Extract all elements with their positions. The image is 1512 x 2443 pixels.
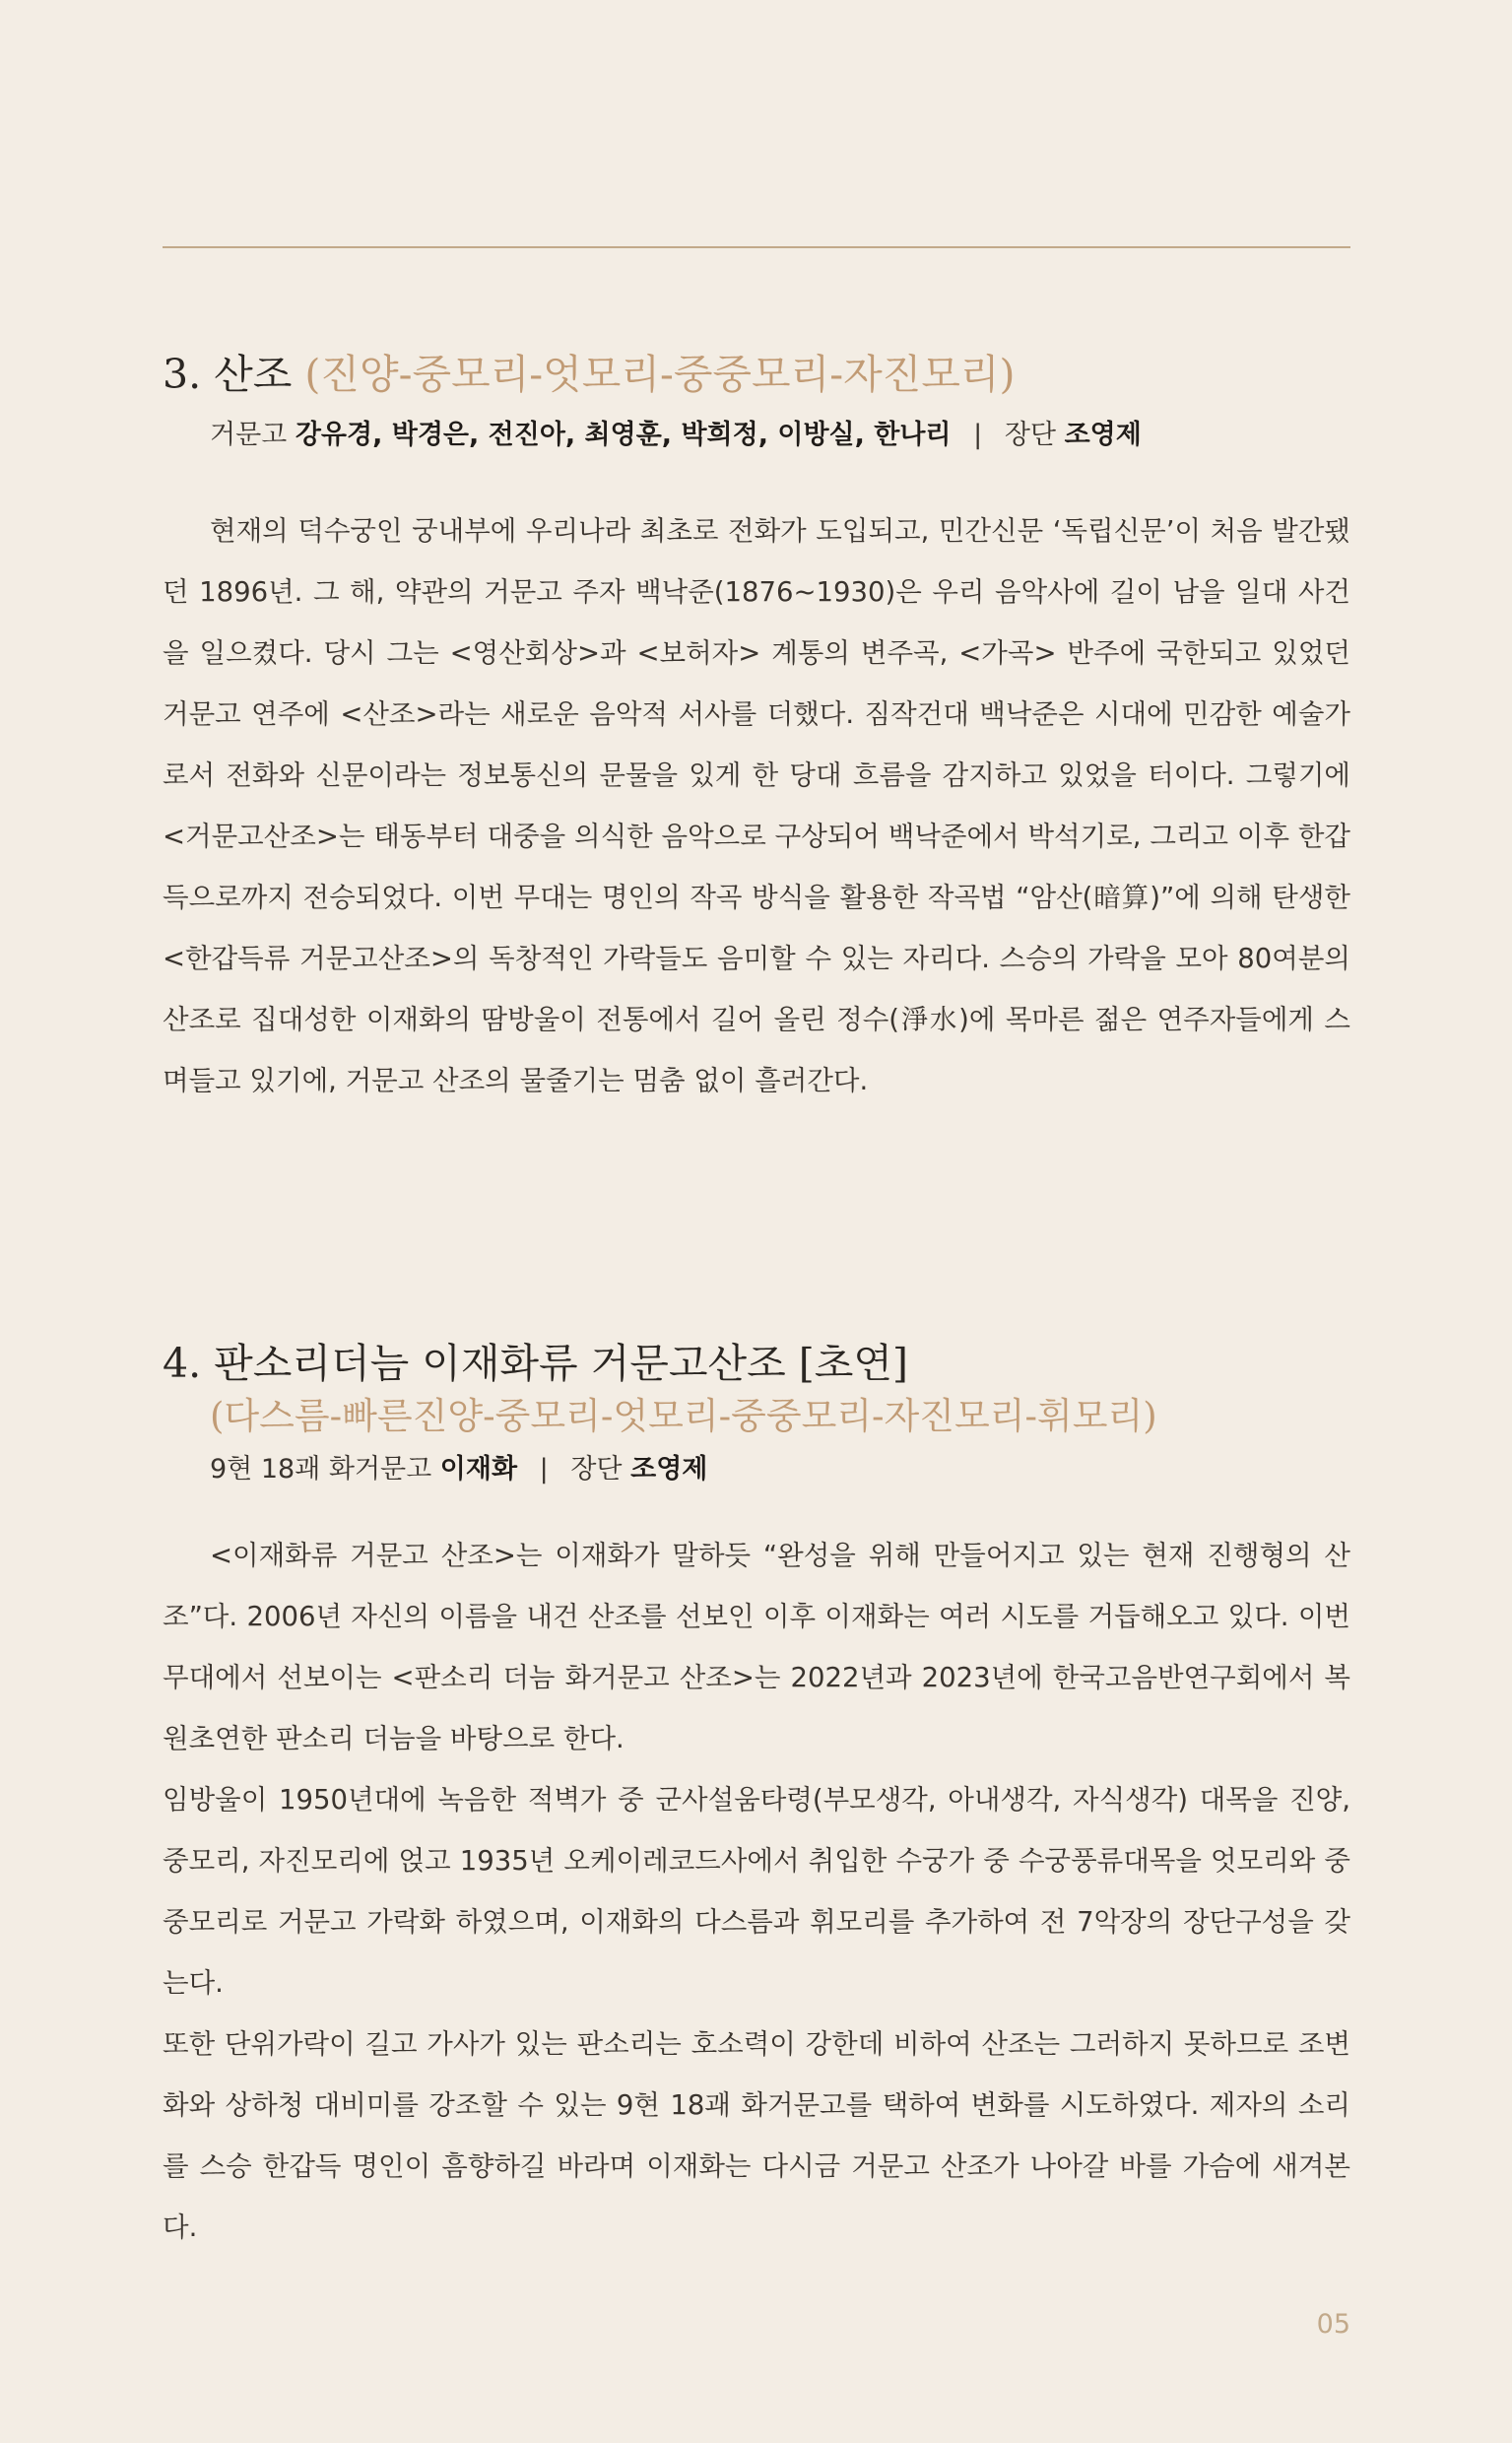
credits-separator: | <box>973 420 983 450</box>
top-divider <box>163 246 1350 248</box>
section-4-paragraph-1: <이재화류 거문고 산조>는 이재화가 말하듯 “완성을 위해 만들어지고 있는 현재 진행형의 산조”다. 2006년 자신의 이름을 내건 산조를 선보인 이후 이재화는 여러 시도를 거듭해오고 있다. 이번 무대에서 선보이는 <판소리 더늠 화거문고 산조>는 2022년과 2023년에 한국고음반연구회에서 복원초연한 판소리 더늠을 바탕으로 한다. <box>163 1540 1350 1754</box>
section-4-title-main: 4. 판소리더늠 이재화류 거문고산조 [초연] <box>163 1340 908 1387</box>
section-4-paragraph-3: 또한 단위가락이 길고 가사가 있는 판소리는 호소력이 강한데 비하여 산조는 그러하지 못하므로 조변화와 상하청 대비미를 강조할 수 있는 9현 18괘 화거문고를 택하여 변화를 시도하였다. 제자의 소리를 스승 한갑득 명인이 흠향하길 바라며 이재화는 다시금 거문고 산조가 나아갈 바를 가슴에 새겨본다. <box>163 2028 1350 2243</box>
performers-names: 강유경, 박경은, 전진아, 최영훈, 박희정, 이방실, 한나리 <box>295 420 952 450</box>
section-3-title <box>163 347 1350 402</box>
section-3-title-sub: (진양-중모리-엇모리-중중모리-자진모리) <box>304 351 1016 398</box>
section-4-title-sub: (다스름-빠른진양-중모리-엇모리-중중모리-자진모리-휘모리) <box>210 1395 1157 1437</box>
janggu-role: 장단 <box>1004 420 1056 450</box>
janggu-name: 조영제 <box>630 1454 708 1485</box>
section-4-title <box>163 1336 1350 1391</box>
section-3-credits <box>163 416 1350 455</box>
janggu-role: 장단 <box>570 1454 623 1485</box>
section-3-body <box>163 500 1350 1111</box>
janggu-name: 조영제 <box>1064 420 1142 450</box>
section-3-paragraph: 현재의 덕수궁인 궁내부에 우리나라 최초로 전화가 도입되고, 민간신문 ‘독립신문’이 처음 발간됐던 1896년. 그 해, 약관의 거문고 주자 백낙준(1876~1930)은 우리 음악사에 길이 남을 일대 사건을 일으켰다. 당시 그는 <영산회상>과 <보허자> 계통의 변주곡, <가곡> 반주에 국한되고 있었던 거문고 연주에 <산조>라는 새로운 음악적 서사를 더했다. 짐작건대 백낙준은 시대에 민감한 예술가로서 전화와 신문이라는 정보통신의 문물을 있게 한 당대 흐름을 감지하고 있었을 터이다. 그렇기에 <거문고산조>는 태동부터 대중을 의식한 음악으로 구상되어 백낙준에서 박석기로, 그리고 이후 한갑득으로까지 전승되었다. 이번 무대는 명인의 작곡 방식을 활용한 작곡법 “암산(暗算)”에 의해 탄생한 <한갑득류 거문고산조>의 독창적인 가락들도 음미할 수 있는 자리다. 스승의 가락을 모아 80여분의 산조로 집대성한 이재화의 땀방울이 전통에서 길어 올린 정수(淨水)에 목마른 젊은 연주자들에게 스며들고 있기에, 거문고 산조의 물줄기는 멈춤 없이 흘러간다. <box>163 515 1350 1096</box>
section-4 <box>163 1336 1350 2258</box>
page-number: 05 <box>1316 2309 1350 2340</box>
section-3 <box>163 347 1350 1111</box>
credits-separator: | <box>539 1454 549 1485</box>
section-3-title-main: 3. 산조 <box>163 351 293 398</box>
performer-name: 이재화 <box>439 1454 518 1485</box>
section-4-paragraph-2: 임방울이 1950년대에 녹음한 적벽가 중 군사설움타령(부모생각, 아내생각, 자식생각) 대목을 진양, 중모리, 자진모리에 얹고 1935년 오케이레코드사에서 취입한 수궁가 중 수궁풍류대목을 엇모리와 중중모리로 거문고 가락화 하였으며, 이재화의 다스름과 휘모리를 추가하여 전 7악장의 장단구성을 갖는다. <box>163 1784 1350 1999</box>
performer-role: 9현 18괘 화거문고 <box>210 1454 432 1485</box>
section-4-credits <box>163 1450 1350 1489</box>
section-4-body <box>163 1525 1350 2258</box>
performers-role: 거문고 <box>210 420 288 450</box>
